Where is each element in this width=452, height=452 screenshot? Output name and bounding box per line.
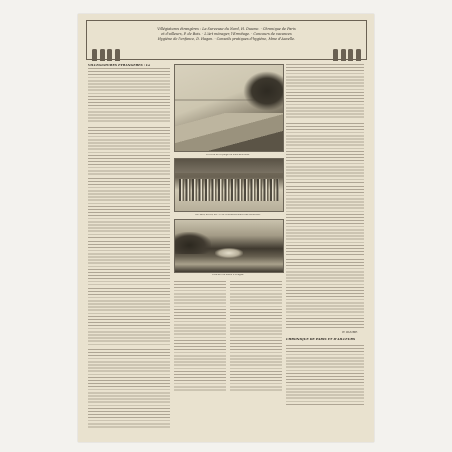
body-text-block [88, 349, 170, 429]
left-article-column [88, 64, 170, 432]
photo-caption: Un coin de la plage de Knocke-Zoute. [206, 153, 250, 156]
body-text-block [286, 259, 364, 329]
pillar-icon [341, 49, 346, 61]
body-text-block [88, 68, 170, 124]
pillar-icon [107, 49, 112, 61]
left-section-title: VILLÉGIATURES ÉTRANGÈRES : La [88, 64, 151, 67]
body-text-block [286, 123, 364, 183]
body-text-block [286, 345, 364, 405]
building-roof [175, 159, 283, 173]
table-of-contents-box [86, 20, 367, 60]
toc-line-1: Villégiatures étrangères : La Surveuse du Nord, H. Duume. · Chronique de Paris [157, 27, 296, 31]
body-text-block [174, 281, 226, 391]
right-section-title: CHRONIQUE DE PARIS ET D'AILLEURS [286, 338, 356, 341]
body-text-block [88, 127, 170, 175]
magazine-page [78, 14, 374, 442]
trees-silhouette [243, 71, 283, 111]
photo-caption: Coucher de soleil à Bruges. [211, 274, 245, 277]
sun-reflection [215, 248, 243, 258]
body-text-block [230, 281, 282, 391]
pillar-icon [333, 49, 338, 61]
left-pillar-ornament [92, 49, 120, 61]
beach-photo [174, 64, 284, 152]
photo-caption: De Wan, au Zil, Zil. — Le commencement des vacances. [195, 213, 261, 216]
pillar-icon [356, 49, 361, 61]
center-photo-column [174, 64, 282, 391]
body-text-block [286, 64, 364, 120]
body-text-block [88, 288, 170, 346]
canal-photo [174, 219, 284, 273]
pillar-icon [92, 49, 97, 61]
pillar-icon [348, 49, 353, 61]
right-pillar-ornament [333, 49, 361, 61]
group-photo [174, 158, 284, 212]
toc-line-3: Hygiène de l'enfance, D. Hagon. · Conseils pratiques d'hygiène, Mme d'Auvelle. [157, 37, 296, 41]
pillar-icon [100, 49, 105, 61]
riverbank-trees [175, 232, 211, 254]
pillar-icon [115, 49, 120, 61]
shoreline [175, 113, 283, 151]
toc-line-2: et d'ailleurs, P. de Bois. · L'Art ménager, l'Ermitage. · Concours de vacances [161, 32, 292, 36]
body-text-block [88, 241, 170, 285]
crowd-figures [179, 179, 279, 201]
right-article-column [286, 64, 364, 432]
body-text-block [286, 186, 364, 256]
center-text-columns [174, 281, 282, 391]
body-text-block [88, 178, 170, 238]
article-signature: H. DUUME. [342, 331, 358, 334]
